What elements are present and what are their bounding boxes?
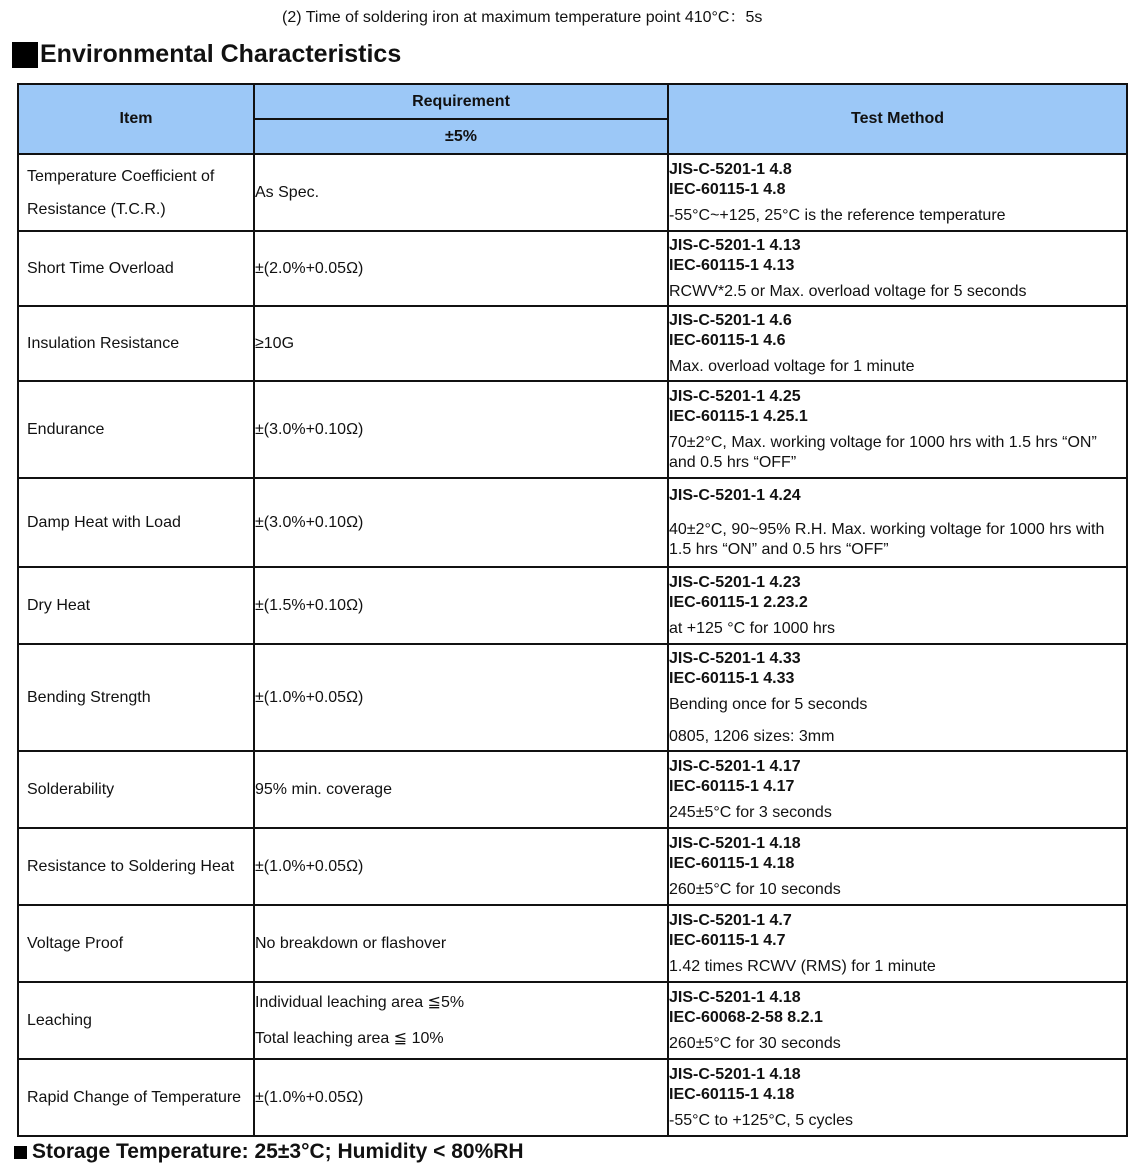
table-body (18, 154, 1127, 1136)
requirement-value: Total leaching area ≦ 10% (255, 1029, 444, 1047)
table-row (18, 567, 1127, 644)
item-name: Insulation Resistance (27, 335, 180, 352)
test-description: at +125 °C for 1000 hrs (669, 619, 836, 637)
test-standard: IEC-60115-1 4.8 (669, 180, 786, 198)
requirement-value: ±(2.0%+0.05Ω) (255, 259, 364, 277)
cell-requirement (254, 306, 668, 381)
requirement-value: As Spec. (255, 183, 320, 201)
storage-footer (14, 1140, 524, 1164)
cell-requirement (254, 1059, 668, 1136)
test-standard: JIS-C-5201-1 4.25 (669, 387, 801, 405)
test-standard: IEC-60115-1 4.6 (669, 331, 786, 349)
test-description: 0805, 1206 sizes: 3mm (669, 727, 835, 745)
header-tolerance: ±5% (254, 119, 668, 154)
header-test-method: Test Method (668, 84, 1127, 154)
cell-requirement (254, 905, 668, 982)
test-standard: IEC-60115-1 4.13 (669, 256, 795, 274)
item-name: Voltage Proof (27, 935, 124, 952)
soldering-note: (2) Time of soldering iron at maximum temperature point 410°C：5s (282, 9, 763, 26)
requirement-value: ±(1.0%+0.05Ω) (255, 1088, 364, 1106)
test-standard: IEC-60068-2-58 8.2.1 (669, 1008, 823, 1026)
test-description: 70±2°C, Max. working voltage for 1000 hrs with 1.5 hrs “ON” and 0.5 hrs “OFF” (669, 433, 1097, 471)
test-standard: IEC-60115-1 4.18 (669, 1085, 795, 1103)
test-description: Max. overload voltage for 1 minute (669, 357, 915, 375)
test-description: 40±2°C, 90~95% R.H. Max. working voltage for 1000 hrs with 1.5 hrs “ON” and 0.5 hrs “OFF” (669, 520, 1105, 558)
cell-test-method (668, 644, 1127, 751)
test-standard: JIS-C-5201-1 4.18 (669, 988, 801, 1006)
requirement-value: ±(1.0%+0.05Ω) (255, 688, 364, 706)
item-name: Solderability (27, 781, 115, 798)
cell-requirement (254, 644, 668, 751)
test-standard: JIS-C-5201-1 4.33 (669, 649, 801, 667)
requirement-value: ≥10G (255, 334, 295, 352)
test-standard: JIS-C-5201-1 4.18 (669, 834, 801, 852)
requirement-value: ±(3.0%+0.10Ω) (255, 420, 364, 438)
item-name: Temperature Coefficient of Resistance (T.C.R.) (27, 167, 215, 218)
cell-requirement (254, 982, 668, 1059)
cell-item (18, 478, 254, 567)
cell-item (18, 154, 254, 231)
cell-test-method (668, 1059, 1127, 1136)
test-standard: JIS-C-5201-1 4.24 (669, 486, 801, 504)
test-standard: JIS-C-5201-1 4.17 (669, 757, 801, 775)
black-square-icon (14, 1146, 27, 1159)
cell-item (18, 644, 254, 751)
cell-item (18, 828, 254, 905)
cell-requirement (254, 231, 668, 306)
test-standard: IEC-60115-1 4.17 (669, 777, 795, 795)
test-standard: IEC-60115-1 4.18 (669, 854, 795, 872)
cell-item (18, 306, 254, 381)
cell-test-method (668, 567, 1127, 644)
environmental-characteristics-table (17, 83, 1128, 1137)
cell-test-method (668, 306, 1127, 381)
cell-requirement (254, 478, 668, 567)
requirement-value: ±(3.0%+0.10Ω) (255, 513, 364, 531)
test-standard: JIS-C-5201-1 4.23 (669, 573, 801, 591)
table-row (18, 381, 1127, 478)
table-row (18, 1059, 1127, 1136)
cell-test-method (668, 478, 1127, 567)
test-description: Bending once for 5 seconds (669, 695, 868, 713)
cell-item (18, 231, 254, 306)
header-requirement: Requirement (254, 84, 668, 119)
header-item: Item (18, 84, 254, 154)
test-description: RCWV*2.5 or Max. overload voltage for 5 seconds (669, 282, 1027, 300)
cell-item (18, 567, 254, 644)
test-standard: JIS-C-5201-1 4.7 (669, 911, 792, 929)
section-title: Environmental Characteristics (40, 40, 402, 68)
table-row (18, 154, 1127, 231)
item-name: Damp Heat with Load (27, 514, 181, 531)
table-row (18, 982, 1127, 1059)
requirement-value: No breakdown or flashover (255, 934, 447, 952)
table-row (18, 828, 1127, 905)
cell-requirement (254, 381, 668, 478)
cell-requirement (254, 751, 668, 828)
cell-test-method (668, 751, 1127, 828)
test-description: 260±5°C for 10 seconds (669, 880, 841, 898)
test-description: -55°C~+125, 25°C is the reference temperature (669, 206, 1006, 224)
item-name: Bending Strength (27, 689, 151, 706)
cell-requirement (254, 567, 668, 644)
requirement-value: 95% min. coverage (255, 780, 392, 798)
item-name: Endurance (27, 421, 105, 438)
cell-item (18, 381, 254, 478)
cell-requirement (254, 828, 668, 905)
item-name: Dry Heat (27, 597, 91, 614)
table-row (18, 306, 1127, 381)
cell-item (18, 751, 254, 828)
test-standard: IEC-60115-1 4.7 (669, 931, 786, 949)
table-row (18, 644, 1127, 751)
cell-test-method (668, 381, 1127, 478)
test-standard: JIS-C-5201-1 4.8 (669, 160, 792, 178)
table-row (18, 231, 1127, 306)
cell-item (18, 982, 254, 1059)
cell-item (18, 905, 254, 982)
table-row (18, 751, 1127, 828)
requirement-value: ±(1.0%+0.05Ω) (255, 857, 364, 875)
test-standard: JIS-C-5201-1 4.18 (669, 1065, 801, 1083)
item-name: Short Time Overload (27, 260, 174, 277)
requirement-value: Individual leaching area ≦5% (255, 993, 465, 1011)
cell-requirement (254, 154, 668, 231)
black-square-icon (12, 42, 38, 68)
test-description: -55°C to +125°C, 5 cycles (669, 1111, 853, 1129)
cell-test-method (668, 905, 1127, 982)
test-description: 1.42 times RCWV (RMS) for 1 minute (669, 957, 936, 975)
test-standard: JIS-C-5201-1 4.13 (669, 236, 801, 254)
cell-test-method (668, 231, 1127, 306)
test-description: 245±5°C for 3 seconds (669, 803, 832, 821)
item-name: Rapid Change of Temperature (27, 1088, 242, 1106)
cell-test-method (668, 982, 1127, 1059)
table-row (18, 478, 1127, 567)
cell-test-method (668, 828, 1127, 905)
cell-item (18, 1059, 254, 1136)
requirement-value: ±(1.5%+0.10Ω) (255, 596, 364, 614)
table-row (18, 905, 1127, 982)
test-standard: IEC-60115-1 2.23.2 (669, 593, 808, 611)
test-description: 260±5°C for 30 seconds (669, 1034, 841, 1052)
item-name: Leaching (27, 1012, 92, 1029)
test-standard: JIS-C-5201-1 4.6 (669, 311, 792, 329)
section-heading (12, 40, 401, 69)
cell-test-method (668, 154, 1127, 231)
test-standard: IEC-60115-1 4.33 (669, 669, 795, 687)
test-standard: IEC-60115-1 4.25.1 (669, 407, 808, 425)
item-name: Resistance to Soldering Heat (27, 858, 235, 875)
storage-conditions: Storage Temperature: 25±3°C; Humidity < 80%RH (32, 1140, 524, 1163)
